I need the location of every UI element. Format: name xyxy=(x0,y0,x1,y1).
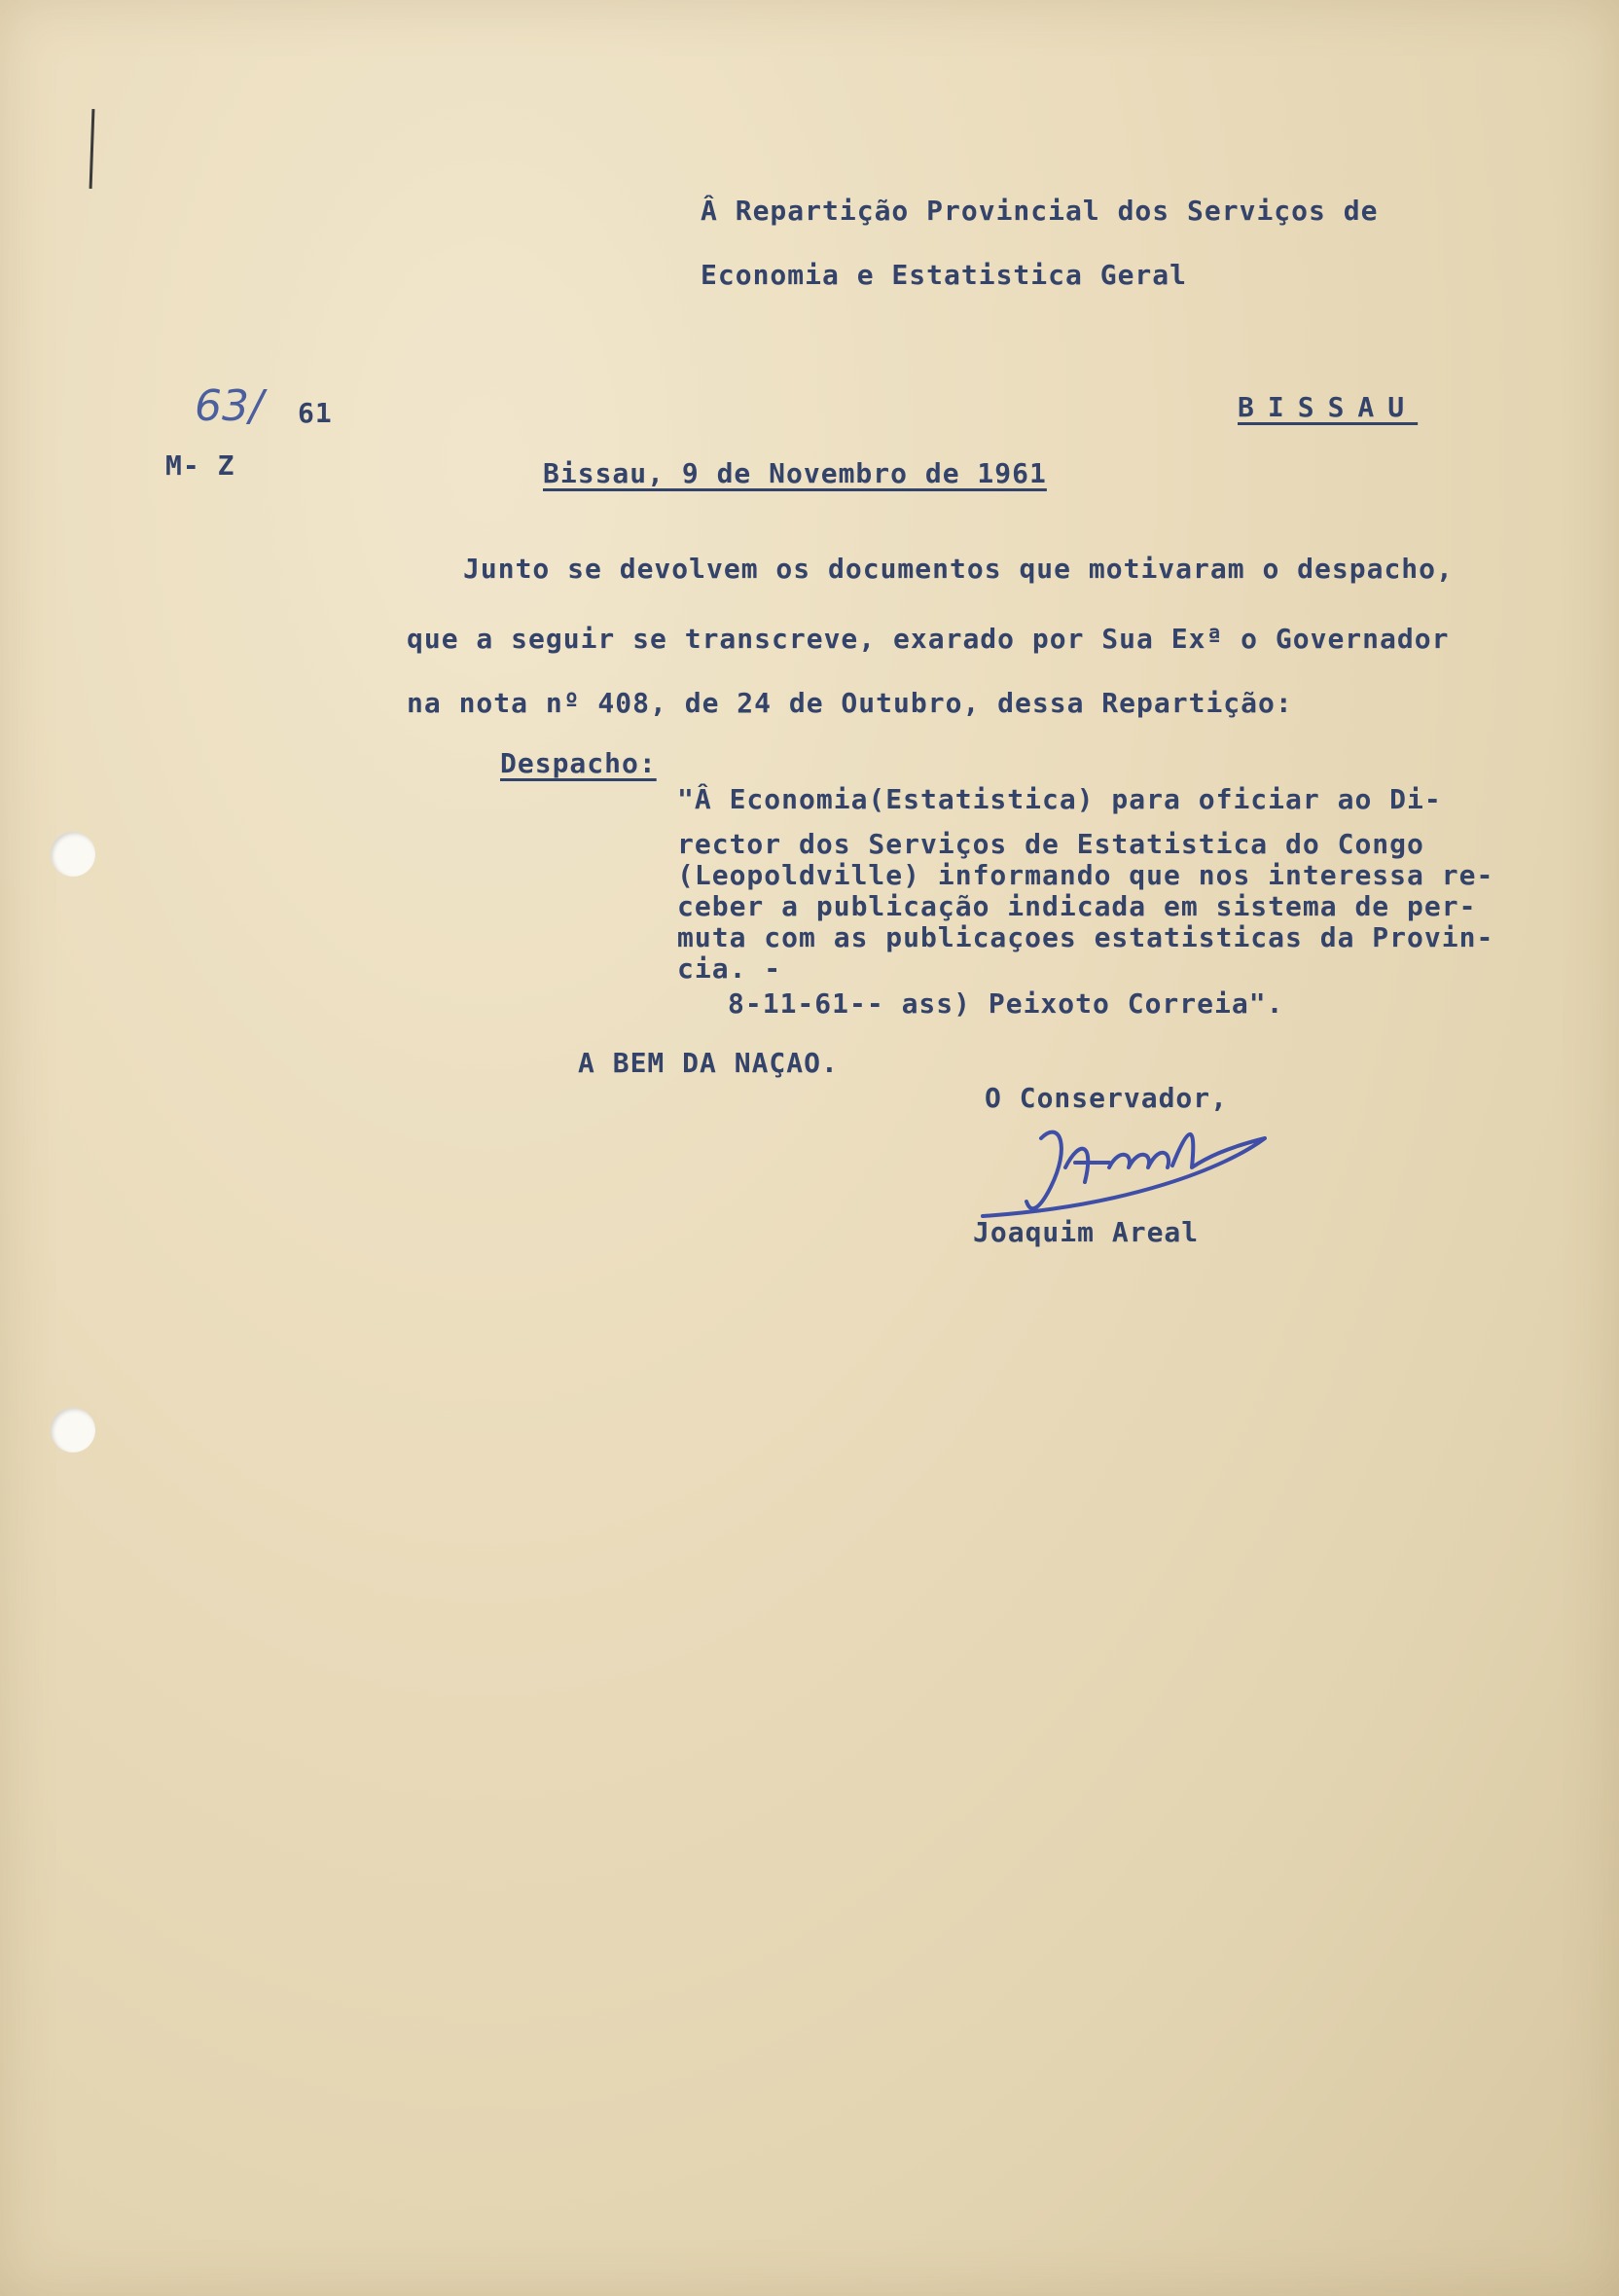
punch-hole xyxy=(51,1408,95,1453)
date-line: Bissau, 9 de Novembro de 1961 xyxy=(543,457,1047,489)
margin-pen-mark xyxy=(90,109,95,189)
signatory-name: Joaquim Areal xyxy=(973,1216,1200,1248)
closing-salutation: A BEM DA NAÇAO. xyxy=(578,1047,839,1079)
despacho-line: ceber a publicação indicada em sistema de per- xyxy=(677,890,1477,922)
recipient-line-2: Economia e Estatistica Geral xyxy=(701,259,1188,291)
body-line-2: que a seguir se transcreve, exarado por Sua Exª o Governador xyxy=(407,623,1450,655)
despacho-line: "Â Economia(Estatistica) para oficiar ao Di- xyxy=(677,783,1442,815)
reference-year: 61 xyxy=(298,397,333,429)
reference-code: M- Z xyxy=(165,449,235,482)
despacho-line: 8-11-61-- ass) Peixoto Correia". xyxy=(728,987,1284,1020)
recipient-line-1: Â Repartição Provincial dos Serviços de xyxy=(701,195,1379,227)
handwritten-reference-number: 63/ xyxy=(195,381,264,431)
body-line-1: Junto se devolvem os documentos que motivaram o despacho, xyxy=(463,553,1454,585)
despacho-label: Despacho: xyxy=(500,747,657,779)
recipient-city: BISSAU xyxy=(1238,391,1419,423)
despacho-line: cia. - xyxy=(677,952,782,985)
punch-hole xyxy=(51,832,95,877)
signatory-title: O Conservador, xyxy=(985,1082,1229,1114)
despacho-line: (Leopoldville) informando que nos interessa re- xyxy=(677,859,1494,891)
despacho-line: muta com as publicaçoes estatisticas da Provin- xyxy=(677,921,1494,953)
body-line-3: na nota nº 408, de 24 de Outubro, dessa Repartição: xyxy=(407,687,1293,719)
despacho-line: rector dos Serviços de Estatistica do Congo xyxy=(677,828,1424,860)
